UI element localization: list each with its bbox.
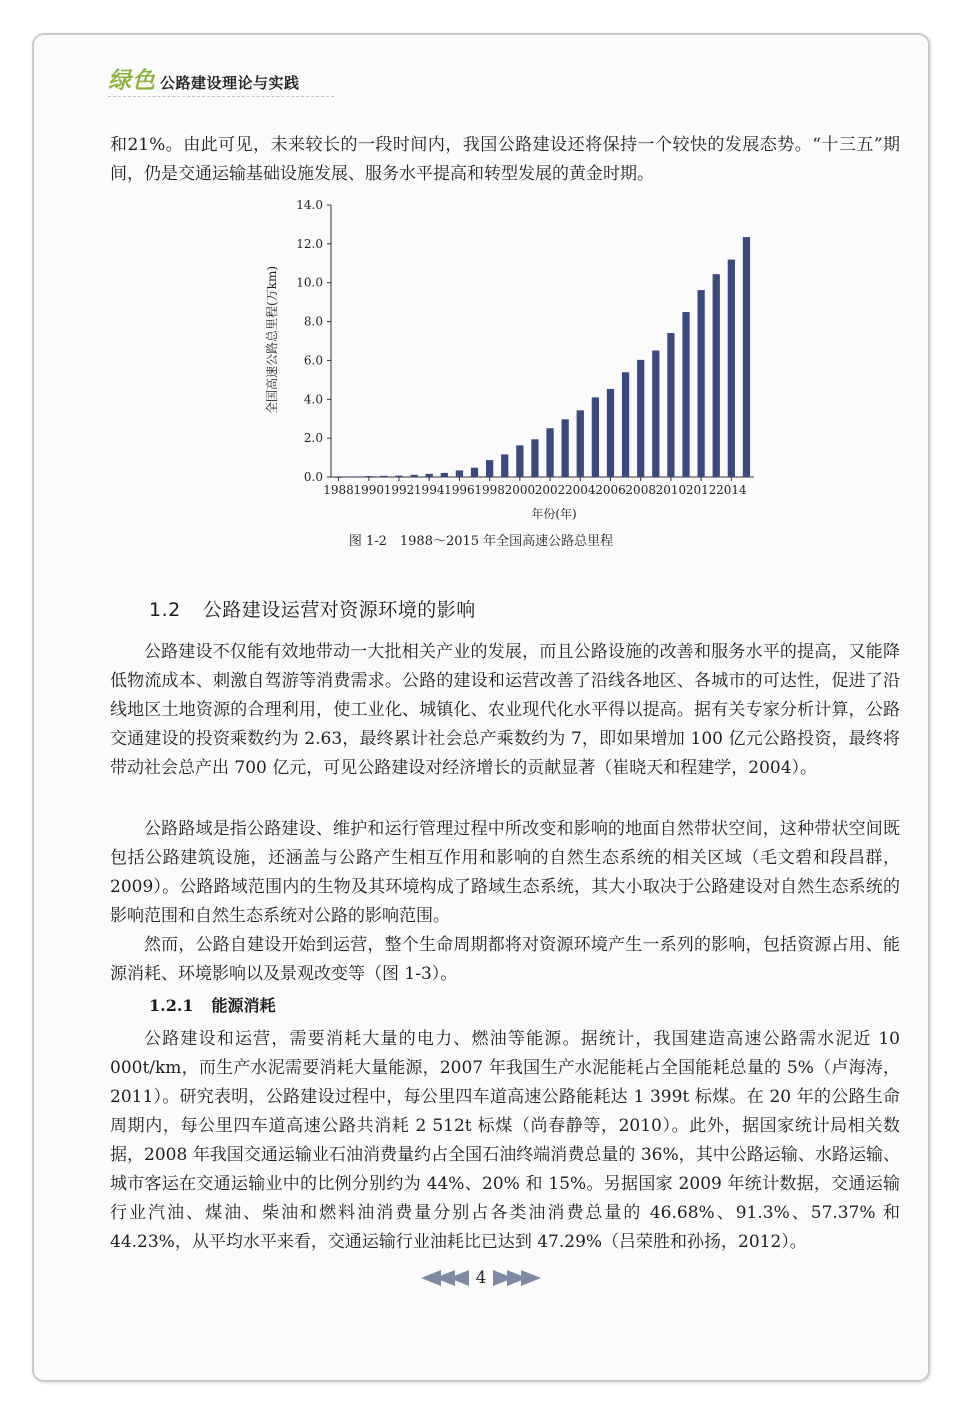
chart-bar [546, 428, 553, 477]
chart-bar [516, 445, 523, 477]
x-tick-label: 2012 [685, 483, 717, 497]
x-tick-label: 2000 [504, 483, 536, 497]
chart-bars [335, 237, 750, 478]
chart-bar [380, 476, 387, 477]
x-tick-label: 1988 [323, 483, 354, 497]
y-tick-label: 0.0 [303, 470, 323, 484]
chart-svg [224, 195, 764, 525]
y-tick-label: 14.0 [296, 198, 323, 212]
section-heading [149, 595, 476, 622]
section-title: 公路建设运营对资源环境的影响 [202, 599, 476, 621]
x-tick-label: 1998 [474, 483, 505, 497]
subsection-number: 1.2.1 [149, 996, 194, 1015]
brand-logo-text: 绿色 [108, 67, 156, 94]
chart-bar [592, 397, 599, 477]
y-tick-label: 10.0 [296, 275, 323, 290]
chart-bar [637, 360, 644, 477]
x-tick-label: 1990 [353, 483, 385, 497]
x-tick-label: 2004 [564, 483, 596, 497]
y-tick-label: 2.0 [303, 431, 323, 446]
chart-bar [441, 473, 448, 477]
chart-bar [456, 470, 463, 477]
chart-y-ticks [296, 198, 331, 484]
x-tick-label: 2014 [716, 483, 747, 497]
subsection-title: 能源消耗 [211, 996, 276, 1015]
chart-bar [743, 237, 750, 477]
x-tick-label: 2008 [625, 483, 656, 497]
chart-bar [531, 439, 538, 477]
chart-bar [577, 410, 584, 477]
x-tick-label: 2010 [655, 483, 687, 497]
subsection-heading [149, 993, 276, 1016]
left-arrow-icon [421, 1270, 463, 1286]
chart-bar [395, 476, 402, 477]
chart-bar [426, 474, 433, 477]
x-tick-label: 1996 [444, 483, 475, 497]
section-paragraph-1: 公路建设不仅能有效地带动一大批相关产业的发展，而且公路设施的改善和服务水平的提高，又能降低物流成本、刺激自驾游等消费需求。公路的建设和运营改善了沿线各地区、各城市的可达性，促进了沿线地区土地资源的合理利用，使工业化、城镇化、农业现代化水平得以提高。据有关专家分析计算，公路交通建设的投资乘数约为 2.63，最终累计社会总产乘数约为 7，即如果增加 100 亿元公路投资，最终将带动社会总产出 700 亿元，可见公路建设对经济增长的贡献显著（崔晓天和程建学，2004）。 [110, 642, 900, 778]
chart-bar [697, 290, 704, 477]
chart-bar [667, 333, 674, 477]
chart-bar [607, 389, 614, 477]
chart-bar [486, 460, 493, 477]
x-tick-label: 1994 [413, 483, 445, 497]
section-number: 1.2 [149, 599, 181, 621]
section-paragraph-3: 然而，公路自建设开始到运营，整个生命周期都将对资源环境产生一系列的影响，包括资源占用、能源消耗、环境影响以及景观改变等（图 1-3）。 [110, 935, 900, 984]
chart-bar [622, 372, 629, 477]
book-page [32, 33, 930, 1382]
chart-bar [713, 274, 720, 477]
chart-bar [652, 351, 659, 477]
intro-paragraph: 和21%。由此可见，未来较长的一段时间内，我国公路建设还将保持一个较快的发展态势。“十三五”期间，仍是交通运输基础设施发展、服务水平提高和转型发展的黄金时期。 [110, 135, 900, 184]
chart-bar [501, 454, 508, 477]
chart-axes [331, 205, 754, 477]
x-tick-label: 2002 [534, 483, 566, 497]
chart-y-label: 全国高速公路总里程(万km) [265, 265, 279, 415]
subsection-paragraph: 公路建设和运营，需要消耗大量的电力、燃油等能源。据统计，我国建造高速公路需水泥近 10 000t/km，而生产水泥需要消耗大量能源，2007 年我国生产水泥能耗占全国能耗总量的 5%（卢海涛，2011）。研究表明，公路建设过程中，每公里四车道高速公路能耗达 1 399t 标煤。在 20 年的公路生命周期内，每公里四车道高速公路共消耗 2 512t 标煤（尚春静等，2010）。此外，据国家统计局相关数据，2008 年我国交通运输业石油消费量约占全国石油终端消费总量的 36%，其中公路运输、水路运输、城市客运在交通运输业中的比例分别约为 44%、20% 和 15%。另据国家 2009 年统计数据，交通运输行业汽油、煤油、柴油和燃料油消费量分别占各类油消费总量的 46.68%、91.3%、57.37% 和 44.23%，从平均水平来看，交通运输行业油耗比已达到 47.29%（吕荣胜和孙扬，2012）。 [110, 1029, 900, 1252]
y-tick-label: 6.0 [303, 353, 323, 368]
page-footer [34, 1268, 928, 1288]
x-tick-label: 2006 [595, 483, 626, 497]
chart-bar [350, 476, 357, 477]
chart-bar [365, 476, 372, 477]
chart-x-ticks [323, 477, 747, 497]
chart-bar [410, 475, 417, 477]
y-tick-label: 12.0 [296, 236, 323, 251]
chart-bar [728, 260, 735, 477]
right-arrow-icon [499, 1270, 541, 1286]
page-number: 4 [475, 1268, 487, 1288]
book-title: 公路建设理论与实践 [160, 74, 300, 92]
chart-bar [682, 312, 689, 477]
figure-caption: 图 1-2 1988～2015 年全国高速公路总里程 [348, 534, 614, 549]
chart-bar [471, 468, 478, 477]
section-paragraph-2: 公路路域是指公路建设、维护和运行管理过程中所改变和影响的地面自然带状空间，这种带状空间既包括公路建筑设施，还涵盖与公路产生相互作用和影响的自然生态系统的相关区域（毛文碧和段昌群，2009）。公路路域范围内的生物及其环境构成了路域生态系统，其大小取决于公路建设对自然生态系统的影响范围和自然生态系统对公路的影响范围。 [110, 819, 900, 926]
x-tick-label: 1992 [383, 483, 415, 497]
chart-bar [562, 419, 569, 477]
y-tick-label: 4.0 [303, 392, 323, 407]
chart-x-label: 年份(年) [531, 507, 577, 521]
running-header [108, 65, 334, 97]
y-tick-label: 8.0 [303, 314, 323, 329]
bar-chart [224, 195, 764, 525]
